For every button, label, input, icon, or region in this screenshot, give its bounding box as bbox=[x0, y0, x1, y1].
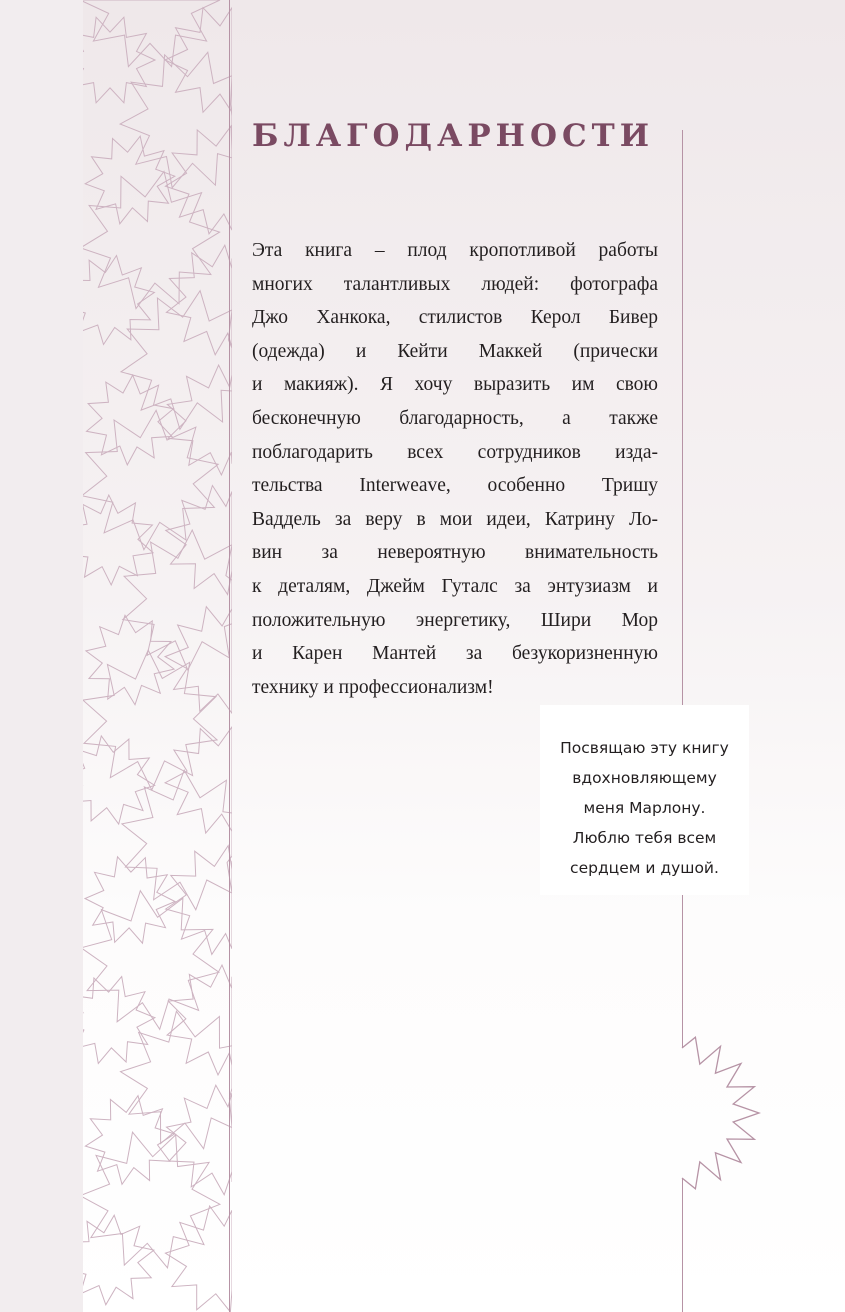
text-line: многих талантливых людей: фотографа bbox=[252, 273, 658, 295]
text-line: к деталям, Джейм Гуталс за энтузиазм и bbox=[252, 575, 658, 597]
pattern-star bbox=[165, 1206, 232, 1312]
dedication-line: Посвящаю эту книгу bbox=[560, 739, 729, 757]
pattern-star bbox=[121, 1011, 233, 1148]
text-line: поблагодарить всех сотрудников изда- bbox=[252, 441, 658, 463]
pattern-star bbox=[87, 375, 174, 465]
pattern-star bbox=[85, 857, 175, 943]
text-line: (одежда) и Кейти Маккей (прически bbox=[252, 340, 658, 362]
text-line: и макияж). Я хочу выразить им свою bbox=[252, 374, 658, 396]
pattern-star bbox=[167, 965, 232, 1075]
pattern-star bbox=[123, 530, 232, 670]
pattern-star bbox=[85, 136, 175, 224]
pattern-star bbox=[81, 891, 219, 1030]
pattern-star bbox=[80, 171, 219, 308]
pattern-star bbox=[166, 486, 232, 595]
pattern-star bbox=[121, 291, 232, 430]
text-line: Эта книга – плод кропотливой работы bbox=[252, 240, 658, 261]
text-line: технику и профессионализм! bbox=[252, 676, 494, 698]
geometric-star-pattern bbox=[0, 0, 232, 1312]
half-star-ornament bbox=[670, 1030, 780, 1200]
dedication-line: сердцем и душой. bbox=[570, 859, 719, 877]
pattern-star bbox=[120, 52, 232, 187]
pattern-star bbox=[166, 846, 232, 955]
pattern-mask bbox=[0, 0, 83, 1312]
pattern-star bbox=[80, 1132, 220, 1268]
pattern-star bbox=[165, 126, 232, 234]
text-line: вин за невероятную внимательность bbox=[252, 542, 658, 564]
text-line: тельства Interweave, особенно Тришу bbox=[252, 475, 658, 497]
pattern-star bbox=[86, 615, 174, 704]
text-line: Ваддель за веру в мои идеи, Катрину Ло- bbox=[252, 508, 658, 530]
pattern-star bbox=[165, 607, 232, 714]
dedication-line: меня Марлону. bbox=[583, 799, 706, 817]
dedication-box bbox=[540, 705, 749, 895]
pattern-star bbox=[80, 0, 220, 67]
text-line: Джо Ханкока, стилистов Керол Бивер bbox=[252, 307, 658, 329]
pattern-star bbox=[85, 1096, 174, 1185]
pattern-star bbox=[166, 245, 232, 355]
pattern-star bbox=[83, 650, 217, 790]
pattern-star bbox=[82, 410, 218, 549]
zigzag-line bbox=[682, 1037, 759, 1189]
page-title: БЛАГОДАРНОСТИ bbox=[252, 118, 655, 154]
left-divider-line bbox=[229, 0, 230, 1312]
acknowledgements-text bbox=[252, 234, 658, 704]
right-divider-line-bottom bbox=[682, 895, 683, 1048]
text-line: положительную энергетику, Шири Мор bbox=[252, 609, 658, 631]
pattern-star bbox=[165, 8, 232, 113]
text-line: бесконечную благодарность, а также bbox=[252, 407, 658, 429]
text-line: и Карен Мантей за безукоризненную bbox=[252, 643, 658, 665]
right-divider-line-top bbox=[682, 130, 683, 705]
dedication-line: Люблю тебя всем bbox=[572, 829, 717, 847]
dedication-line: вдохновляющему bbox=[572, 769, 717, 787]
